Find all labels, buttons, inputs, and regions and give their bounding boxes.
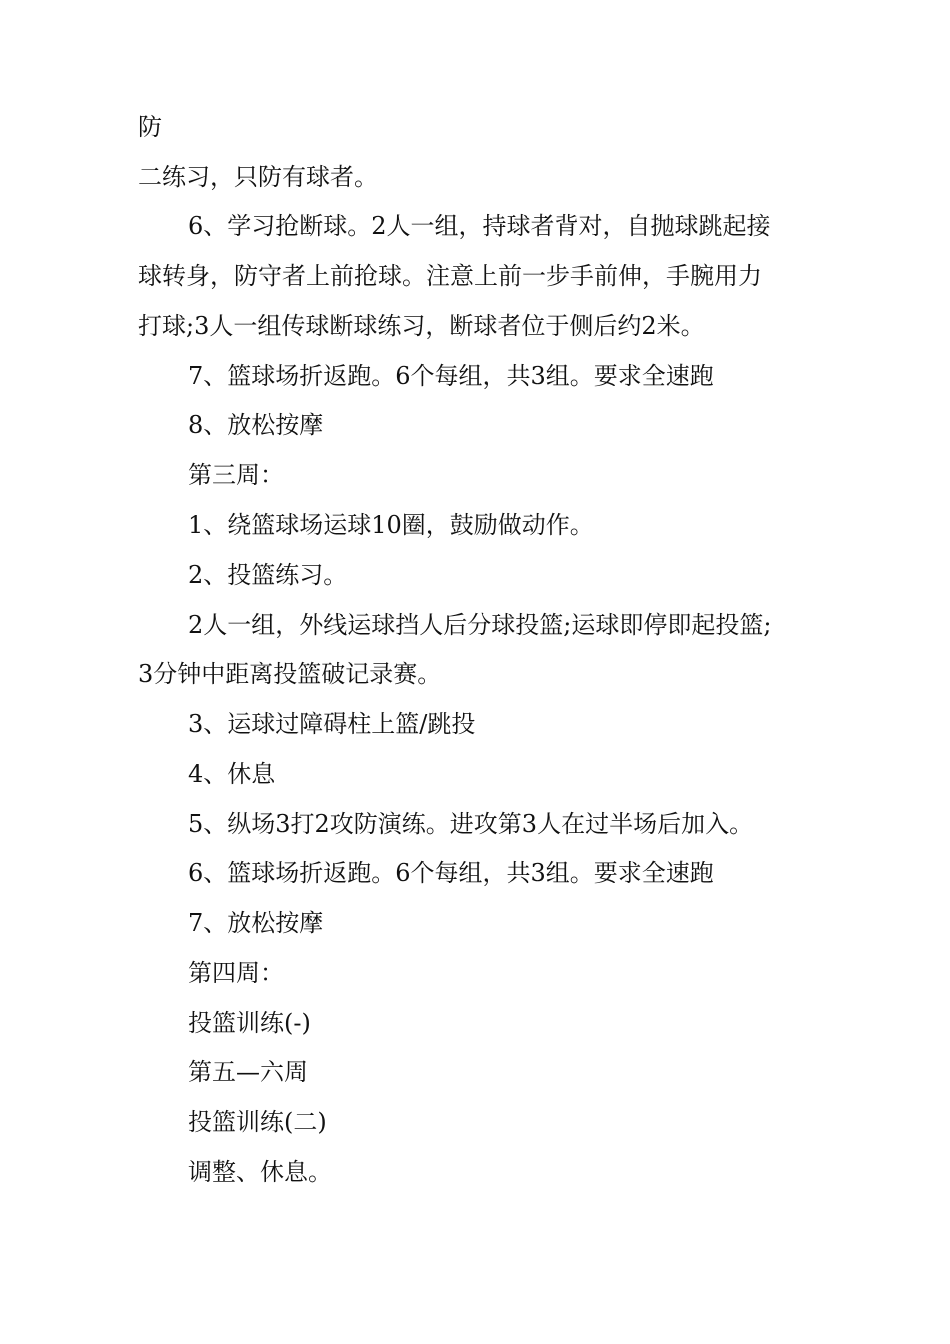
text-line-shooting-training-1: 投篮训练(-) — [188, 1009, 311, 1037]
section-heading-week-5-6: 第五—六周 — [188, 1058, 308, 1086]
text-line-item-6-continued: 球转身，防守者上前抢球。注意上前一步手前伸，手腕用力 — [138, 262, 762, 290]
text-line-item-6-steal: 6、学习抢断球。2人一组，持球者背对，自抛球跳起接 — [188, 212, 771, 240]
text-line-week3-item-2-detail-end: 3分钟中距离投篮破记录赛。 — [138, 660, 442, 688]
text-line-item-7-shuttle-run: 7、篮球场折返跑。6个每组，共3组。要求全速跑 — [188, 362, 714, 390]
section-heading-week-3: 第三周： — [188, 461, 284, 489]
text-line-fang: 防 — [138, 113, 162, 141]
text-line-week3-item-4: 4、休息 — [188, 760, 276, 788]
text-line-week3-item-3: 3、运球过障碍柱上篮/跳投 — [188, 710, 476, 738]
text-line-week3-item-1: 1、绕篮球场运球10圈，鼓励做动作。 — [188, 511, 594, 539]
text-line-week3-item-5: 5、纵场3打2攻防演练。进攻第3人在过半场后加入。 — [188, 810, 754, 838]
text-line-item-8-massage: 8、放松按摩 — [188, 411, 324, 439]
text-line-item-6-end: 打球;3人一组传球断球练习，断球者位于侧后约2米。 — [138, 312, 705, 340]
text-line-shooting-training-2: 投篮训练(二) — [188, 1108, 327, 1136]
section-heading-week-4: 第四周： — [188, 959, 284, 987]
text-line-adjust-rest: 调整、休息。 — [188, 1158, 332, 1186]
text-line-week3-item-7: 7、放松按摩 — [188, 909, 324, 937]
text-line-week3-item-2-detail: 2人一组，外线运球挡人后分球投篮;运球即停即起投篮; — [188, 611, 772, 639]
text-line-defense-practice: 二练习，只防有球者。 — [138, 163, 378, 191]
text-line-week3-item-6: 6、篮球场折返跑。6个每组，共3组。要求全速跑 — [188, 859, 714, 887]
text-line-week3-item-2: 2、投篮练习。 — [188, 561, 348, 589]
